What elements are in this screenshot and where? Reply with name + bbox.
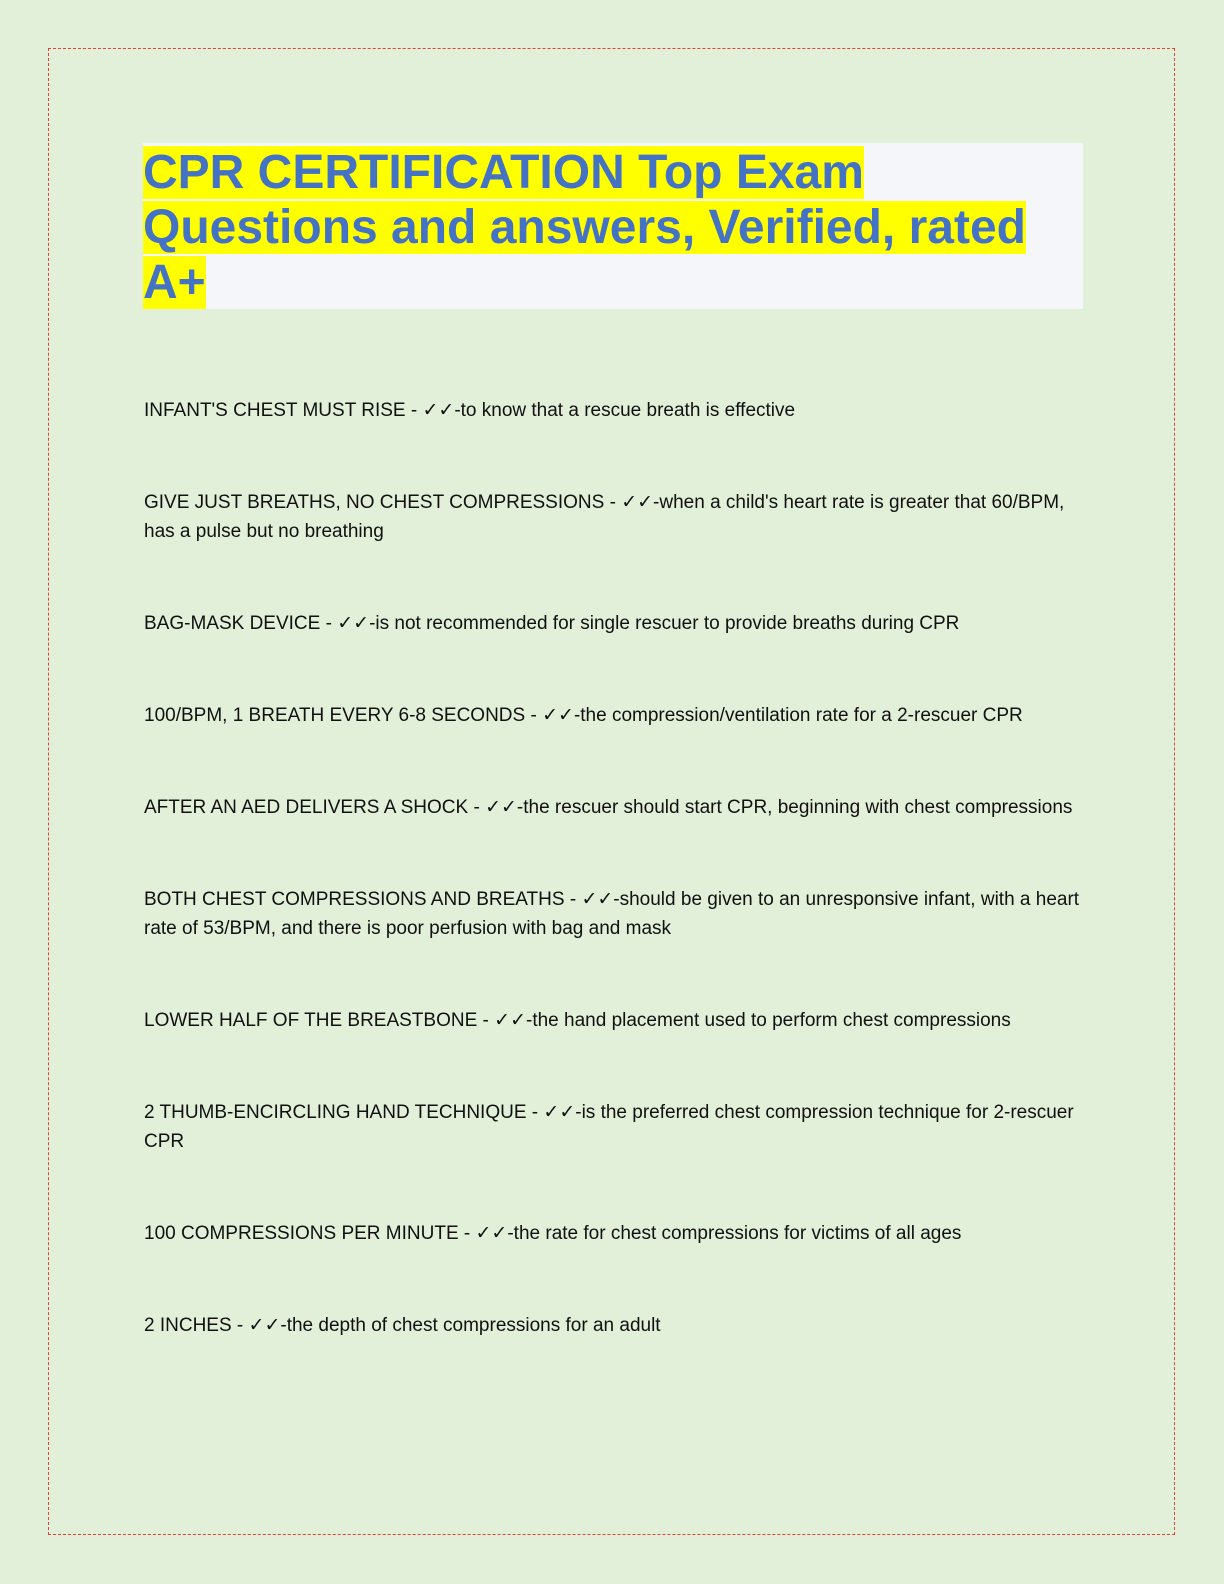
- checkmark-icon: ✓✓: [485, 796, 517, 818]
- qa-separator: -: [604, 492, 622, 513]
- qa-item: [144, 1219, 1084, 1248]
- qa-definition: -should be given to an unresponsive infant, with a heart rate of 53/BPM, and there is poor perfusion with bag and mask: [144, 889, 1080, 939]
- qa-item: [144, 488, 1084, 546]
- qa-definition: -the depth of chest compressions for an adult: [280, 1315, 661, 1336]
- checkmark-icon: ✓✓: [543, 1101, 576, 1123]
- qa-definition: -the compression/ventilation rate for a 2-rescuer CPR: [573, 705, 1023, 726]
- qa-item: [144, 609, 1084, 638]
- document-title-text: CPR CERTIFICATION Top Exam Questions and answers, Verified, rated A+: [143, 146, 1026, 309]
- qa-separator: -: [320, 613, 338, 634]
- qa-separator: -: [458, 1223, 476, 1244]
- qa-term: GIVE JUST BREATHS, NO CHEST COMPRESSIONS: [144, 492, 605, 513]
- qa-list: [144, 396, 1084, 1403]
- qa-term: 100/BPM, 1 BREATH EVERY 6-8 SECONDS: [144, 705, 526, 726]
- qa-definition: -the rescuer should start CPR, beginning with chest compressions: [516, 797, 1073, 818]
- qa-definition: -the hand placement used to perform chest compressions: [526, 1010, 1011, 1031]
- qa-definition: -the rate for chest compressions for victims of all ages: [507, 1223, 962, 1244]
- qa-definition: -is not recommended for single rescuer to provide breaths during CPR: [369, 613, 960, 634]
- qa-term: 2 INCHES: [144, 1315, 232, 1336]
- checkmark-icon: ✓✓: [475, 1222, 508, 1244]
- document-title: [143, 145, 1043, 310]
- qa-separator: -: [477, 1010, 495, 1031]
- qa-term: AFTER AN AED DELIVERS A SHOCK: [144, 797, 469, 818]
- qa-separator: -: [231, 1315, 249, 1336]
- qa-definition: -to know that a rescue breath is effective: [454, 400, 796, 421]
- qa-item: [144, 1098, 1084, 1156]
- qa-separator: -: [564, 889, 582, 910]
- qa-term: INFANT'S CHEST MUST RISE: [144, 400, 406, 421]
- qa-definition: -is the preferred chest compression technique for 2-rescuer CPR: [144, 1102, 1074, 1152]
- checkmark-icon: ✓✓: [542, 704, 574, 726]
- qa-separator: -: [468, 797, 486, 818]
- qa-item: [144, 396, 1084, 425]
- checkmark-icon: ✓✓: [494, 1009, 526, 1031]
- qa-item: [144, 701, 1084, 730]
- qa-definition: -when a child's heart rate is greater that 60/BPM, has a pulse but no breathing: [144, 492, 1065, 542]
- checkmark-icon: ✓✓: [248, 1314, 281, 1336]
- checkmark-icon: ✓✓: [621, 491, 654, 513]
- qa-term: 2 THUMB-ENCIRCLING HAND TECHNIQUE: [144, 1102, 527, 1123]
- qa-item: [144, 885, 1084, 943]
- qa-separator: -: [525, 705, 543, 726]
- qa-item: [144, 1311, 1084, 1340]
- qa-separator: -: [405, 400, 423, 421]
- qa-item: [144, 793, 1084, 822]
- qa-term: 100 COMPRESSIONS PER MINUTE: [144, 1223, 459, 1244]
- qa-term: BOTH CHEST COMPRESSIONS AND BREATHS: [144, 889, 565, 910]
- checkmark-icon: ✓✓: [422, 399, 455, 421]
- qa-term: BAG-MASK DEVICE: [144, 613, 321, 634]
- checkmark-icon: ✓✓: [337, 612, 370, 634]
- checkmark-icon: ✓✓: [581, 888, 614, 910]
- qa-separator: -: [526, 1102, 544, 1123]
- qa-term: LOWER HALF OF THE BREASTBONE: [144, 1010, 478, 1031]
- qa-item: [144, 1006, 1084, 1035]
